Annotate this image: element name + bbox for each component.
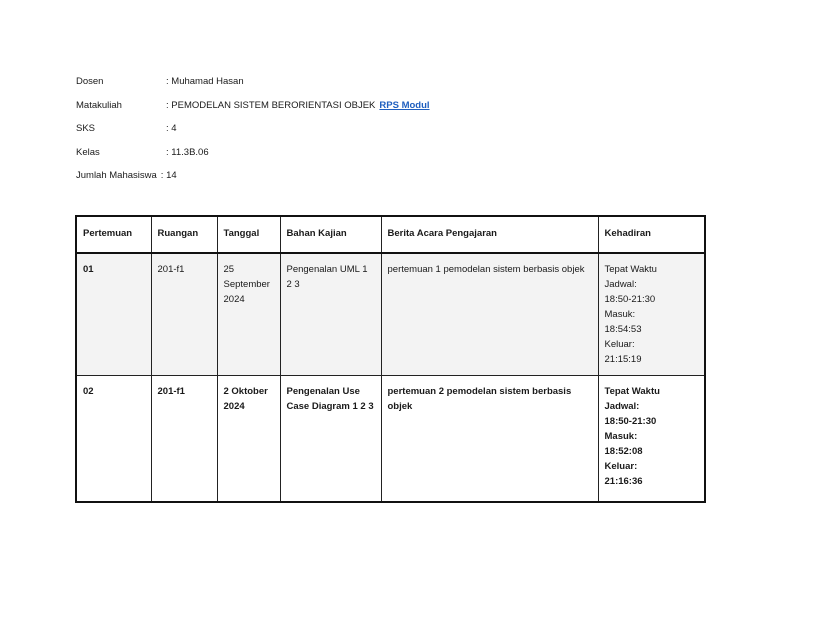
cell-tanggal: 25 September 2024 (217, 253, 280, 376)
keluar-value: 21:15:19 (604, 354, 642, 365)
jadwal-value: 18:50-21:30 (604, 294, 656, 305)
cell-tanggal: 2 Oktober 2024 (217, 376, 280, 503)
kehadiran-status: Tepat Waktu (604, 264, 657, 275)
pertemuan-number: 01 (83, 264, 94, 275)
cell-ruangan: 201-f1 (151, 253, 217, 376)
attendance-table (75, 215, 706, 503)
jadwal-value: 18:50-21:30 (604, 416, 657, 427)
cell-kehadiran (598, 253, 705, 376)
header-ruangan: Ruangan (151, 216, 217, 253)
kelas-row (76, 147, 430, 171)
cell-bahan-kajian: Pengenalan UML 1 2 3 (280, 253, 381, 376)
keluar-label: Keluar: (604, 339, 635, 350)
header-tanggal: Tanggal (217, 216, 280, 253)
masuk-label: Masuk: (604, 309, 636, 320)
kehadiran-status: Tepat Waktu (604, 386, 660, 397)
course-info (76, 76, 430, 194)
cell-pertemuan (76, 376, 151, 503)
cell-kehadiran (598, 376, 705, 503)
masuk-value: 18:52:08 (604, 446, 643, 457)
sks-label: SKS (76, 123, 96, 134)
cell-berita-acara: pertemuan 2 pemodelan sistem berbasis objek (381, 376, 598, 503)
header-pertemuan: Pertemuan (76, 216, 151, 253)
cell-berita-acara: pertemuan 1 pemodelan sistem berbasis objek (381, 253, 598, 376)
header-bahan-kajian: Bahan Kajian (280, 216, 381, 253)
jadwal-label: Jadwal: (604, 401, 640, 412)
matakuliah-row (76, 100, 430, 124)
masuk-label: Masuk: (604, 431, 638, 442)
dosen-label: Dosen (76, 76, 104, 87)
cell-pertemuan (76, 253, 151, 376)
jadwal-label: Jadwal: (604, 279, 637, 290)
cell-ruangan: 201-f1 (151, 376, 217, 503)
jumlah-row (76, 170, 430, 194)
kelas-label: Kelas (76, 146, 100, 158)
pertemuan-number: 02 (83, 386, 94, 397)
matakuliah-value: : PEMODELAN SISTEM BERORIENTASI OBJEK (166, 99, 376, 111)
sks-value: : 4 (166, 123, 177, 134)
jumlah-label: Jumlah Mahasiswa (76, 170, 157, 181)
jumlah-value: : 14 (160, 170, 177, 181)
masuk-value: 18:54:53 (604, 324, 642, 335)
sks-row (76, 123, 430, 147)
keluar-value: 21:16:36 (604, 476, 643, 487)
kelas-value: : 11.3B.06 (166, 146, 209, 158)
table-row (76, 376, 705, 503)
table-row (76, 253, 705, 376)
table-header-row (76, 216, 705, 253)
dosen-row (76, 76, 430, 100)
rps-modul-link[interactable]: RPS Modul (379, 99, 430, 111)
matakuliah-label: Matakuliah (76, 99, 122, 111)
dosen-value: : Muhamad Hasan (166, 76, 244, 87)
header-kehadiran: Kehadiran (598, 216, 705, 253)
cell-bahan-kajian: Pengenalan Use Case Diagram 1 2 3 (280, 376, 381, 503)
header-berita-acara: Berita Acara Pengajaran (381, 216, 598, 253)
keluar-label: Keluar: (604, 461, 638, 472)
